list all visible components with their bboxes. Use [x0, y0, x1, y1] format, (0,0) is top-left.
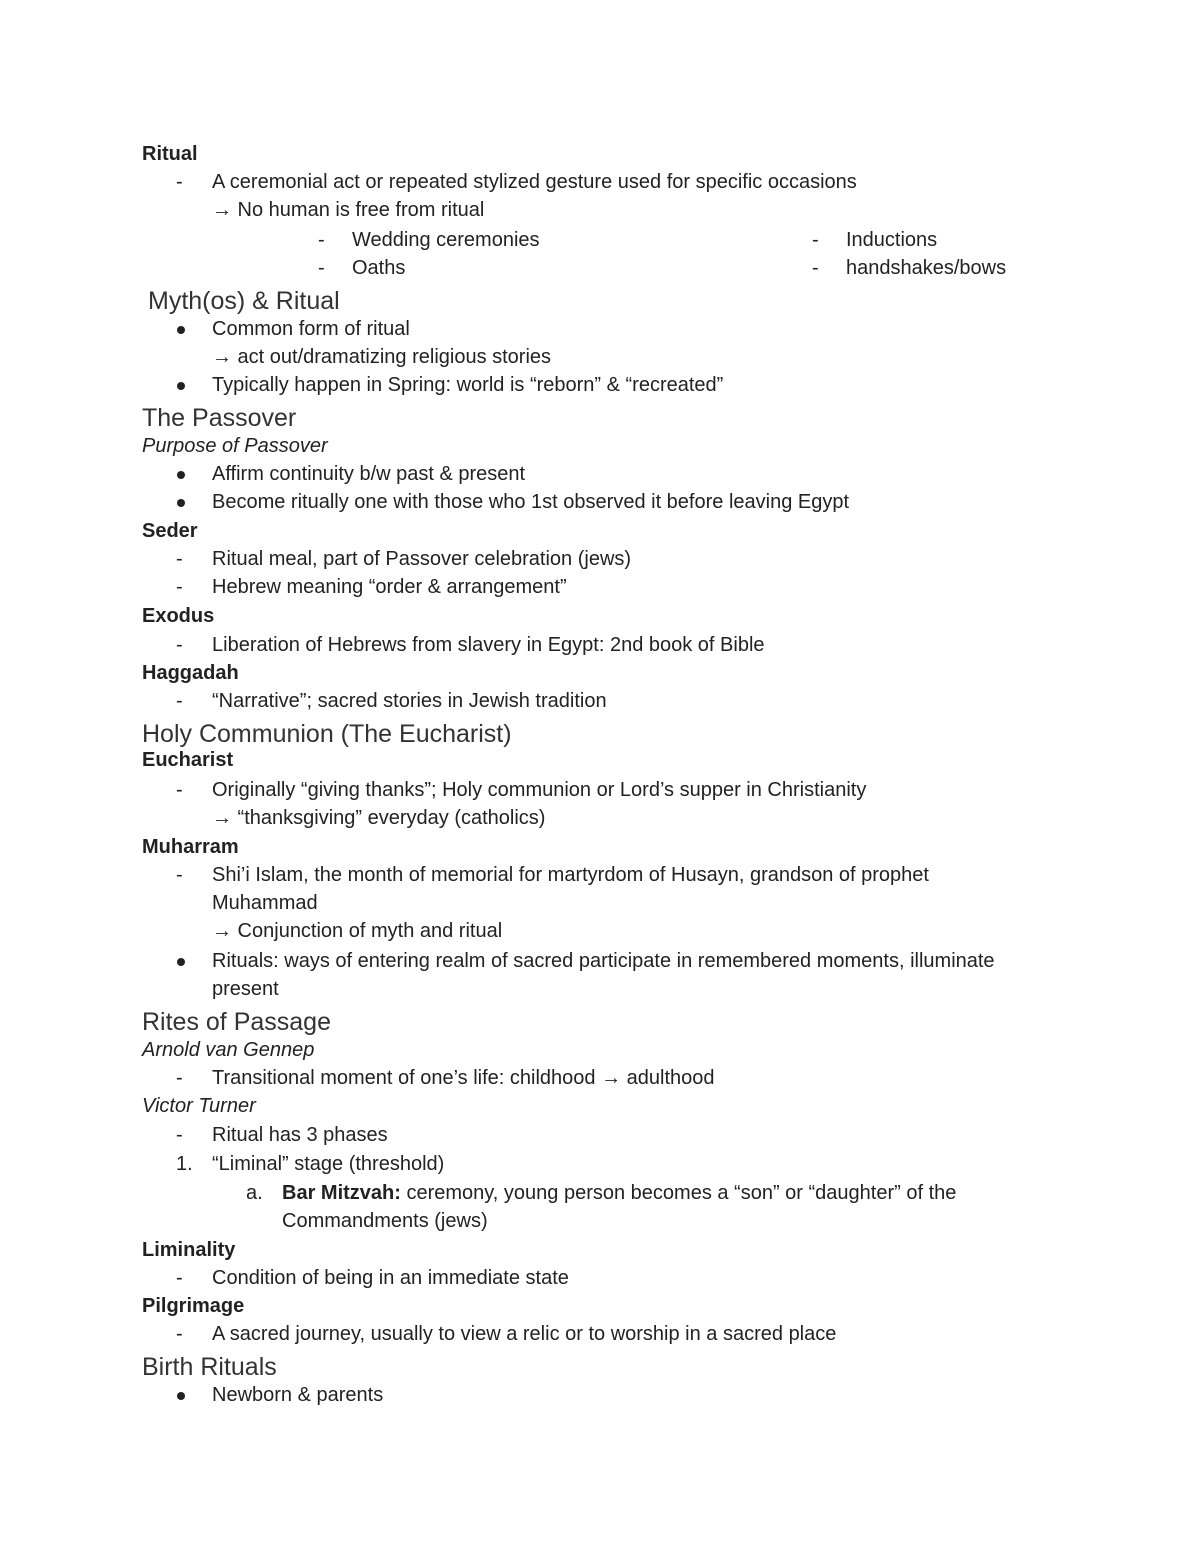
list-item: - “Narrative”; sacred stories in Jewish tradition [0, 687, 1200, 715]
note-line: → act out/dramatizing religious stories [212, 346, 552, 368]
list-item: - Ritual has 3 phases [0, 1121, 1200, 1149]
note-line: → No human is free from ritual [212, 199, 485, 221]
bullet-icon [177, 382, 185, 390]
list-item: Affirm continuity b/w past & present [0, 460, 1200, 488]
dash-marker: - [812, 229, 819, 251]
myth-ritual-heading: Myth(os) & Ritual [148, 287, 340, 315]
haggadah-heading: Haggadah [142, 662, 239, 684]
list-item: - Wedding ceremonies - Inductions [0, 226, 1200, 254]
dash-marker: - [176, 690, 183, 712]
list-item: - Condition of being in an immediate state [0, 1264, 1200, 1292]
list-item-continued: present [212, 978, 279, 1000]
list-item: - Originally “giving thanks”; Holy communion or Lord’s supper in Christianity [0, 776, 1200, 804]
note-line: → “thanksgiving” everyday (catholics) [212, 807, 546, 829]
dash-marker: - [176, 171, 183, 193]
rites-heading: Rites of Passage [142, 1008, 331, 1036]
birth-heading: Birth Rituals [142, 1353, 277, 1381]
numbered-item: 1. “Liminal” stage (threshold) [176, 1153, 445, 1175]
dash-marker: - [176, 1067, 183, 1089]
bullet-icon [177, 499, 185, 507]
purpose-heading: Purpose of Passover [142, 435, 328, 457]
list-item: - A sacred journey, usually to view a relic or to worship in a sacred place [0, 1320, 1200, 1348]
list-item: - A ceremonial act or repeated stylized gesture used for specific occasions [0, 168, 1200, 196]
communion-heading: Holy Communion (The Eucharist) [142, 720, 512, 748]
note-line: → Conjunction of myth and ritual [212, 920, 503, 942]
list-item: Common form of ritual [0, 315, 1200, 343]
seder-heading: Seder [142, 520, 198, 542]
dash-marker: - [812, 257, 819, 279]
list-item: - Shi’i Islam, the month of memorial for martyrdom of Husayn, grandson of prophet [0, 861, 1200, 889]
list-item: Typically happen in Spring: world is “reborn” & “recreated” [0, 371, 1200, 399]
ritual-heading: Ritual [142, 143, 198, 165]
list-item: - Transitional moment of one’s life: childhood → adulthood [0, 1064, 1200, 1092]
list-item: - Oaths - handshakes/bows [0, 254, 1200, 282]
dash-marker: - [176, 576, 183, 598]
dash-marker: - [176, 1124, 183, 1146]
lettered-item: a. Bar Mitzvah: ceremony, young person becomes a “son” or “daughter” of the [246, 1182, 957, 1204]
list-item: - Hebrew meaning “order & arrangement” [0, 573, 1200, 601]
exodus-heading: Exodus [142, 605, 215, 627]
dash-marker: - [176, 634, 183, 656]
dash-marker: - [176, 1267, 183, 1289]
gennep-heading: Arnold van Gennep [142, 1039, 315, 1061]
eucharist-heading: Eucharist [142, 749, 234, 771]
list-item: - Liberation of Hebrews from slavery in Egypt: 2nd book of Bible [0, 631, 1200, 659]
dash-marker: - [176, 1323, 183, 1345]
bullet-icon [177, 958, 185, 966]
dash-marker: - [318, 257, 325, 279]
bullet-icon [177, 471, 185, 479]
pilgrimage-heading: Pilgrimage [142, 1295, 245, 1317]
list-item: Rituals: ways of entering realm of sacred participate in remembered moments, illuminate [0, 947, 1200, 975]
list-item-continued: Muhammad [212, 892, 318, 914]
list-item: Newborn & parents [0, 1381, 1200, 1409]
passover-heading: The Passover [142, 404, 297, 432]
list-item-continued: Commandments (jews) [282, 1210, 488, 1232]
dash-marker: - [318, 229, 325, 251]
list-item: Become ritually one with those who 1st observed it before leaving Egypt [0, 488, 1200, 516]
dash-marker: - [176, 864, 183, 886]
turner-heading: Victor Turner [142, 1095, 256, 1117]
list-item: - Ritual meal, part of Passover celebration (jews) [0, 545, 1200, 573]
muharram-heading: Muharram [142, 836, 239, 858]
bullet-icon [177, 1392, 185, 1400]
dash-marker: - [176, 779, 183, 801]
liminality-heading: Liminality [142, 1239, 236, 1261]
dash-marker: - [176, 548, 183, 570]
bullet-icon [177, 326, 185, 334]
